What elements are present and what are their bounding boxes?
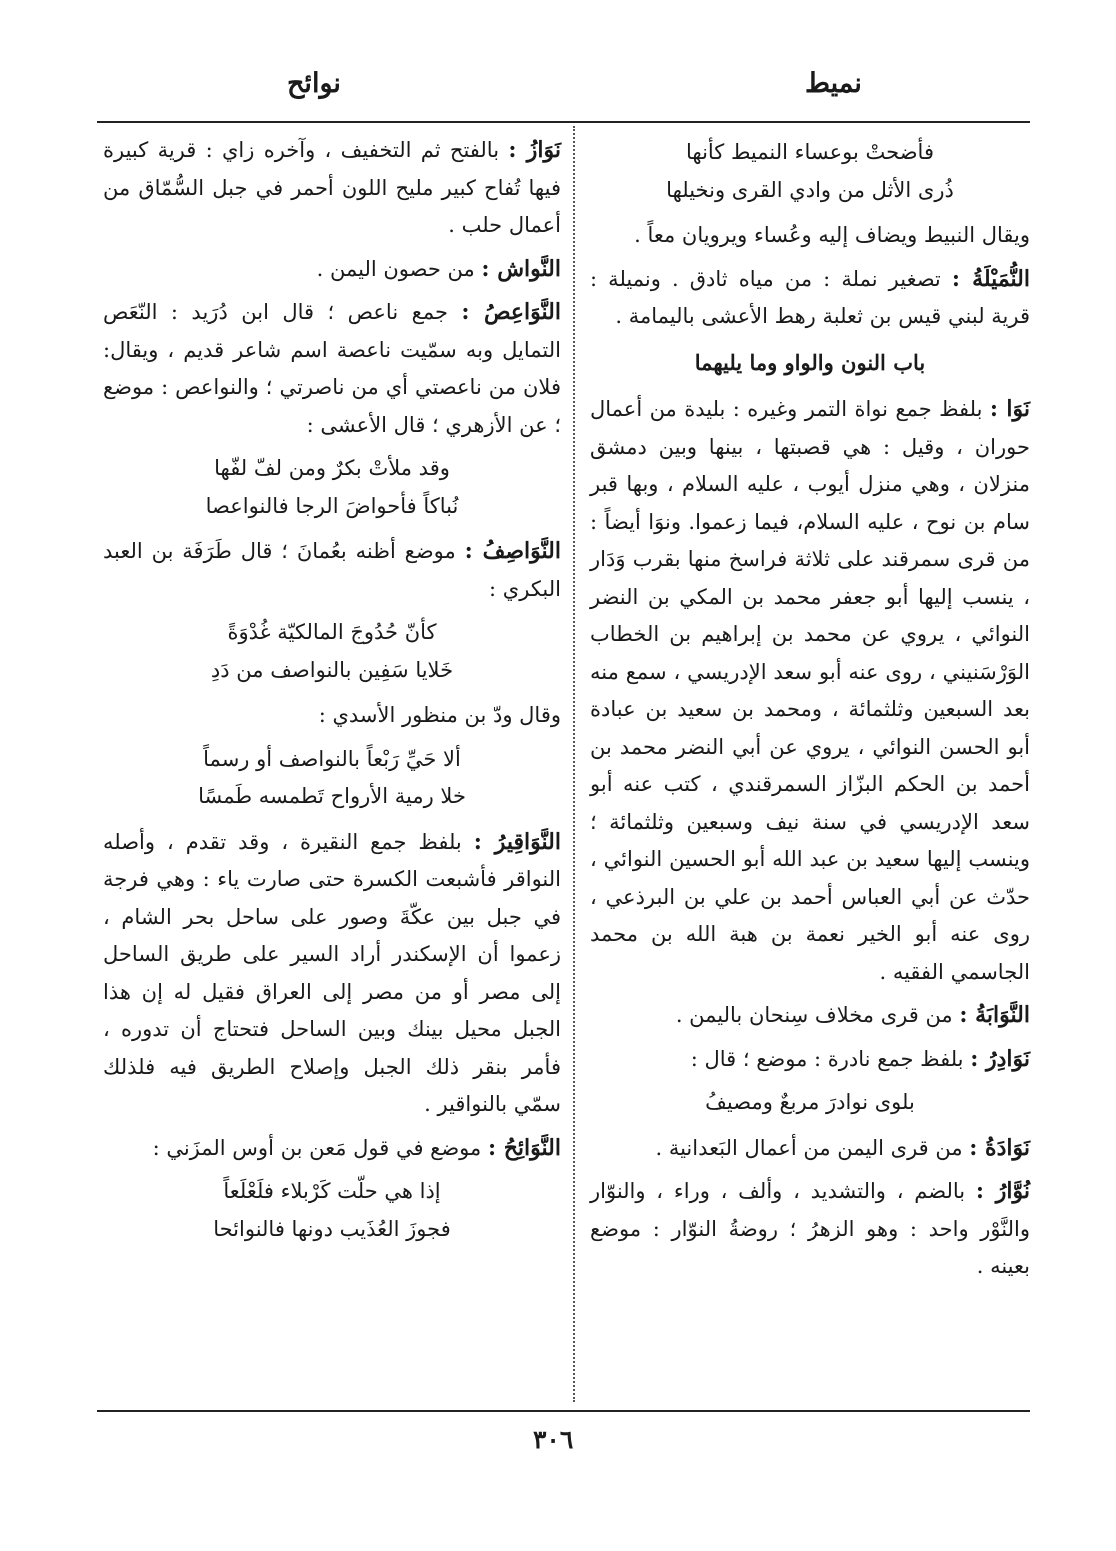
header-rule <box>97 121 1030 123</box>
dictionary-entry <box>103 294 561 444</box>
verse-line: ذُرى الأثل من وادي القرى ونخيلها <box>666 177 954 202</box>
entry-definition: موضع في قول مَعن بن أوس المزَني : <box>152 1135 488 1160</box>
poem-verse <box>103 450 561 525</box>
entry-definition: جمع ناعص ؛ قال ابن دُرَيد : النّعَص التمايل وبه سمّيت ناعصة اسم شاعر قديم ، ويقال: فلان من ناعصتي أي من ناصرتي ؛ والنواعص : موضع ؛ عن الأزهري ؛ قال الأعشى : <box>103 300 561 437</box>
dictionary-entry <box>103 1130 561 1168</box>
footer-rule <box>97 1410 1030 1412</box>
verse-line: خلا رمية الأرواح تَطمسه طَمسًا <box>198 784 466 808</box>
dictionary-entry <box>590 1041 1030 1079</box>
dictionary-entry <box>590 261 1030 336</box>
entry-definition: من قرى مخلاف سِنحان باليمن . <box>675 1003 960 1027</box>
page-header-left: نوائح <box>287 68 341 99</box>
entry-headword: نَوَازُ : <box>508 137 561 163</box>
dictionary-entry <box>103 132 561 245</box>
entry-definition: بلفظ جمع نواة التمر وغيره : بليدة من أعمال حوران ، وقيل : هي قصبتها ، بينها وبين دمشق منزلان ، وهي منزل أيوب ، عليه السلام ، وبها قبر سام بن نوح ، عليه السلام، فيما زعموا. ونوَا أيضاً : من قرى سمرقند على ثلاثة فراسخ منها بقرب وَدَار ، ينسب إليها أبو جعفر محمد بن المكي بن النضر النوائي ، يروي عن محمد بن إبراهيم بن الخطاب الوَرْسَنيني ، روى عنه أبو سعد الإدريسي ، سمع منه بعد السبعين وثلثمائة ، ومحمد بن سعيد بن عبادة أبو الحسن النوائي ، يروي عن أبي النضر محمد بن أحمد بن الحكم البزّاز السمرقندي ، كتب عنه أبو سعد الإدريسي في سنة نيف وسبعين وثلثمائة ؛ وينسب إليها سعيد بن عبد الله أبو الحسين النوائي ، حدّث عن أبي العباس أحمد بن علي بن البرذعي ، روى عنه أبو الخير نعمة بن هبة الله بن محمد الجاسمي الفقيه . <box>590 397 1030 984</box>
entry-definition: تصغير نملة : من مياه ثادق . ونميلة : قرية لبني قيس بن ثعلبة رهط الأعشى باليمامة . <box>590 266 1030 328</box>
entry-definition: بالضم ، والتشديد ، وألف ، وراء ، والنوّار والنَّوْر واحد : وهو الزهرُ ؛ روضةُ النوّار : موضع بعينه . <box>590 1179 1030 1278</box>
verse-line: بلوى نوادرَ مربعٌ ومصيفُ <box>705 1090 915 1114</box>
dictionary-entry <box>103 533 561 608</box>
entry-headword: نَوَادِرُ : <box>970 1045 1030 1072</box>
entry-definition: بلفظ جمع نادرة : موضع ؛ قال : <box>690 1046 971 1071</box>
right-column <box>590 132 1030 1292</box>
column-divider <box>573 126 575 1402</box>
dictionary-entry <box>590 1173 1030 1286</box>
verse-line: وقد ملأتْ بكرٌ ومن لفّ لفّها <box>214 456 450 480</box>
verse-line: كأنّ حُدُوجَ المالكيّة غُدْوَةً <box>227 620 437 644</box>
entry-headword: نُوَّارُ : <box>975 1178 1030 1204</box>
entry-definition: موضع أظنه بعُمانَ ؛ قال طَرَفَة بن العبد البكري : <box>103 539 561 601</box>
poem-verse <box>590 134 1030 209</box>
poem-verse <box>103 1173 561 1248</box>
entry-headword: النَّوَاصِفُ : <box>464 538 561 564</box>
text-paragraph: وقال ودّ بن منظور الأسدي : <box>318 703 561 727</box>
poem-verse <box>103 614 561 689</box>
dictionary-entry <box>590 997 1030 1035</box>
verse-line: فجوزَ العُذَيب دونها فالنوائحا <box>213 1216 451 1241</box>
entry-definition: بلفظ جمع النقيرة ، وقد تقدم ، وأصله النواقر فأشبعت الكسرة حتى صارت ياء : وهي فرجة في جبل بين عكّةَ وصور على ساحل بحر الشام ، زعموا أن الإسكندر أراد السير على طريق الساحل إلى مصر أو من مصر إلى العراق فقيل له إن هذا الجبل محيل بينك وبين الساحل فتحتاج أن تدوره ، فأمر بنقر ذلك الجبل وإصلاح الطريق فيه فلذلك سمّي بالنواقير . <box>103 829 561 1116</box>
verse-line: فأضحتْ بوعساء النميط كأنها <box>685 140 934 164</box>
entry-definition: بالفتح ثم التخفيف ، وآخره زاي : قرية كبيرة فيها تُفاح كبير مليح اللون أحمر في جبل السُّمّاق من أعمال حلب . <box>103 138 561 237</box>
entry-definition: من قرى اليمن من أعمال البَعدانية . <box>655 1135 970 1160</box>
poem-verse <box>103 741 561 816</box>
entry-headword: نَوَادَةُ : <box>969 1134 1030 1161</box>
dictionary-entry <box>103 824 561 1124</box>
text-paragraph: ويقال النبيط ويضاف إليه وعُساء ويرويان معاً . <box>634 223 1030 247</box>
entry-headword: النَّوَابَةُ : <box>959 1002 1030 1028</box>
verse-line: إذا هي حلّت كَرْبلاء فلَعْلَعاً <box>223 1179 441 1203</box>
entry-headword: النَّوَاقِيرُ : <box>473 828 561 855</box>
page-number: ٣٠٦ <box>533 1425 574 1454</box>
dictionary-entry <box>103 251 561 289</box>
entry-headword: نَوَا : <box>989 396 1030 422</box>
left-column <box>103 132 561 1256</box>
entry-headword: النَّوَائِحُ : <box>487 1134 561 1161</box>
dictionary-entry <box>590 1130 1030 1168</box>
verse-line: نُباكاً فأحواضَ الرجا فالنواعصا <box>205 493 459 518</box>
section-heading: باب النون والواو وما يليهما <box>694 349 926 375</box>
entry-headword: النَّواش : <box>481 255 561 282</box>
entry-headword: النَّوَاعِصُ : <box>461 299 561 325</box>
entry-headword: النُّمَيْلَةُ : <box>951 265 1030 292</box>
page-header-right: نميط <box>805 68 862 99</box>
entry-definition: من حصون اليمن . <box>316 256 482 281</box>
dictionary-entry <box>590 391 1030 991</box>
verse-line: ألا حَيِّ رَبْعاً بالنواصف أو رسماً <box>203 746 461 771</box>
poem-verse <box>590 1084 1030 1122</box>
verse-line: خَلايا سَفِين بالنواصف من دَدِ <box>210 657 454 682</box>
